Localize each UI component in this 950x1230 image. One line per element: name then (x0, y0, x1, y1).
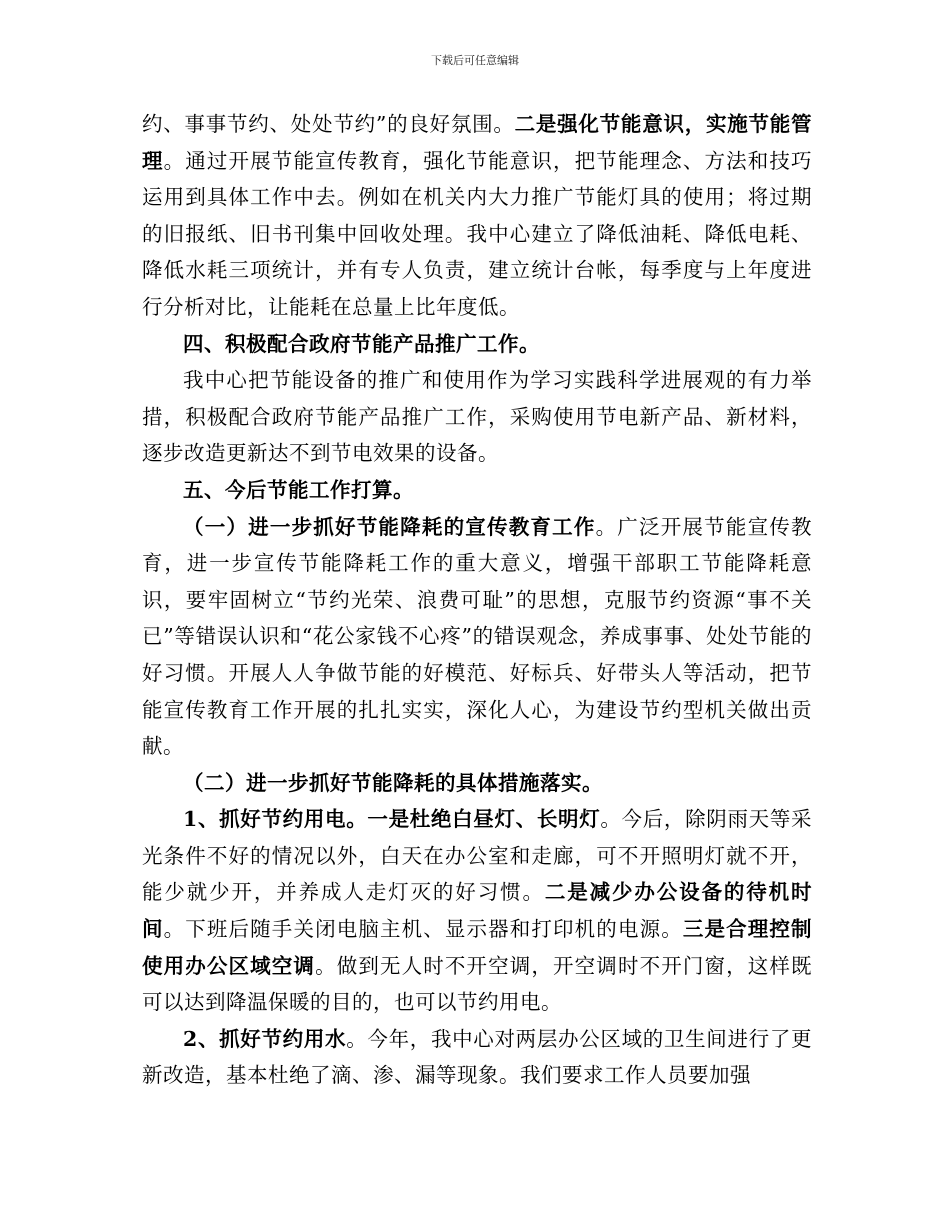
text-run: 。今年，我中心对两层办公区域的卫生间进行了更新改造，基本杜绝了滴、渗、漏等现象。我们要求工作人员要加强 (142, 1026, 813, 1088)
paragraph (142, 509, 812, 765)
bold-text-run: 二是减少办公设备的待机时间 (142, 880, 812, 942)
text-run: 。广泛开展节能宣传教育，进一步宣传节能降耗工作的重大意义，增强干部职工节能降耗意识，要牢固树立“节约光荣、浪费可耻”的思想，克服节约资源“事不关已”等错误认识和“花公家钱不心疼”的错误观念，养成事事、处处节能的好习惯。开展人人争做节能的好模范、好标兵、好带头人等活动，把节能宣传教育工作开展的扎扎实实，深化人心，为建设节约型机关做出贡献。 (142, 514, 813, 759)
text-run: 约、事事节约、处处节约”的良好氛围。 (142, 112, 515, 136)
bold-text-run: 三是合理控制使用办公区域空调 (142, 917, 813, 978)
text-run: 我中心把节能设备的推广和使用作为学习实践科学进展观的有力举措，积极配合政府节能产品推广工作，采购使用节电新产品、新材料，逐步改造更新达不到节电效果的设备。 (142, 368, 812, 466)
bold-text-run: 2、抓好节约用水 (183, 1026, 347, 1051)
paragraph (142, 362, 812, 472)
document-body (142, 106, 812, 1094)
bold-text-run: 四、积极配合政府节能产品推广工作。 (183, 331, 540, 356)
text-run: 。今后，除阴雨天等采光条件不好的情况以外，白天在办公室和走廊，可不开照明灯就不开，能少就少开，并养成人走灯灭的好习惯。 (142, 807, 812, 905)
bold-text-run: 1、抓好节约用电。一是杜绝白昼灯、长明灯 (183, 807, 601, 832)
subsection-heading (142, 765, 812, 802)
paragraph (142, 801, 812, 1021)
text-run: 。下班后随手关闭电脑主机、显示器和打印机的电源。 (163, 917, 683, 942)
bold-text-run: 二是强化节能意识，实施节能管理 (142, 112, 813, 173)
paragraph (142, 106, 812, 326)
paragraph (142, 1021, 812, 1094)
text-run: 。通过开展节能宣传教育，强化节能意识，把节能理念、方法和技巧运用到具体工作中去。例如在机关内大力推广节能灯具的使用；将过期的旧报纸、旧书刊集中回收处理。我中心建立了降低油耗、降低电耗、降低水耗三项统计，并有专人负责，建立统计台帐，每季度与上年度进行分析对比，让能耗在总量上比年度低。 (142, 148, 813, 319)
bold-text-run: （一）进一步抓好节能降耗的宣传教育工作 (183, 514, 596, 539)
bold-text-run: 五、今后节能工作打算。 (183, 477, 414, 502)
section-heading (142, 326, 812, 363)
text-run: 。做到无人时不开空调，开空调时不开门窗，这样既可以达到降温保暖的目的，也可以节约用电。 (142, 953, 813, 1015)
page-header: 下载后可任意编辑 (431, 54, 519, 67)
bold-text-run: （二）进一步抓好节能降耗的具体措施落实。 (183, 770, 603, 795)
section-heading (142, 472, 812, 509)
